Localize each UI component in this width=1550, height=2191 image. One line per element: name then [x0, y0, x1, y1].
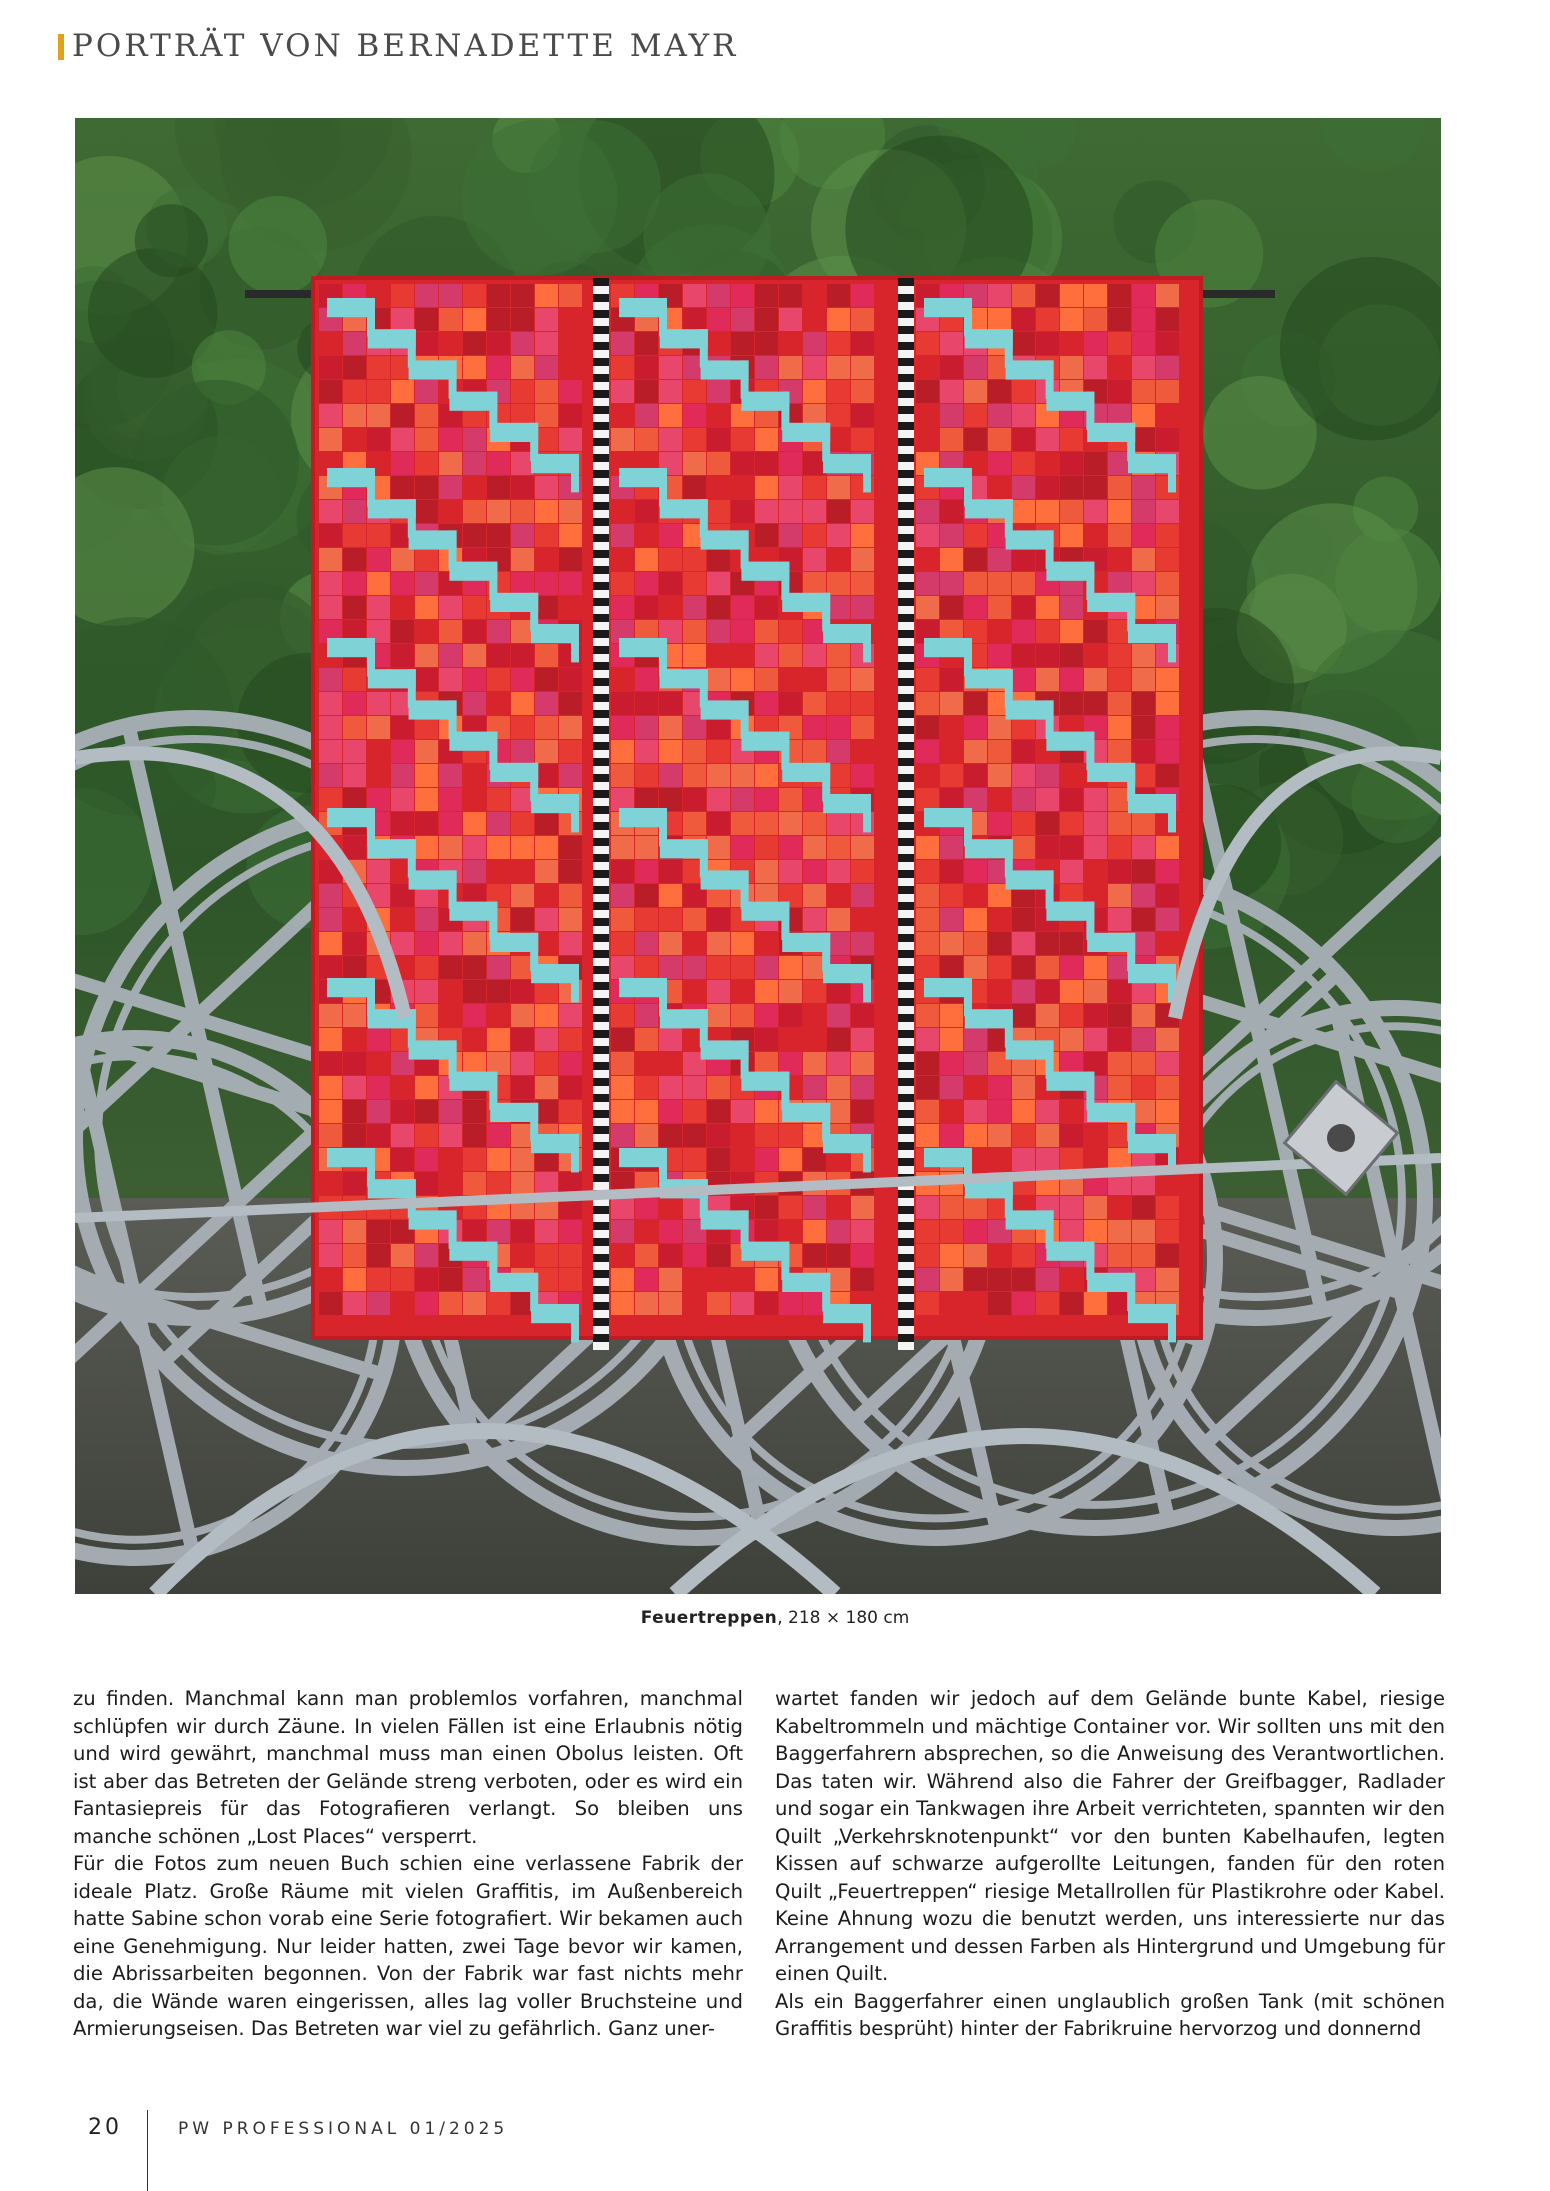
article-column-right: [775, 1685, 1445, 2043]
photo-caption: [0, 1608, 1550, 1628]
paragraph: Als ein Baggerfahrer einen unglaublich großen Tank (mit schönen Graffitis besprüht) hinter der Fabrikruine hervorzog und donnernd: [775, 1989, 1445, 2040]
article-column-left: [73, 1685, 743, 2043]
paragraph: Für die Fotos zum neuen Buch schien eine verlassene Fabrik der ideale Platz. Große Räume mit vielen Graffitis, im Außenbereich hatte Sabine schon vorab eine Serie fotografiert. Wir bekamen auch eine Genehmigung. Nur leider hatten, zwei Tage bevor wir kamen, die Abrissarbeiten begonnen. Von der Fabrik war fast nichts mehr da, die Wände waren eingerissen, alles lag voller Bruchsteine und Armierungseisen. Das Betreten war viel zu gefährlich. Ganz uner-: [73, 1852, 743, 2040]
header-accent-bar: [58, 34, 64, 60]
caption-title: Feuertreppen: [640, 1608, 778, 1628]
page-header-title: PORTRÄT VON BERNADETTE MAYR: [72, 28, 739, 64]
caption-dimensions: , 218 × 180 cm: [777, 1608, 910, 1628]
paragraph: zu finden. Manchmal kann man problemlos vorfahren, manchmal schlüpfen wir durch Zäune. In vielen Fällen ist eine Erlaubnis nötig und wird gewährt, manchmal muss man einen Obolus leisten. Oft ist aber das Betreten der Gelände streng verboten, oder es wird ein Fantasiepreis für das Fotografieren verlangt. So bleiben uns manche schönen „Lost Places“ versperrt.: [73, 1687, 743, 1848]
quilt-photo: [75, 118, 1441, 1594]
page-number: 20: [88, 2115, 122, 2140]
magazine-issue: PW PROFESSIONAL 01/2025: [178, 2119, 509, 2139]
footer-divider: [147, 2110, 148, 2191]
paragraph: wartet fanden wir jedoch auf dem Gelände bunte Kabel, riesige Kabeltrommeln und mächtige Container vor. Wir sollten uns mit den Baggerfahrern absprechen, so die Anweisung des Verantwortlichen. Das taten wir. Während also die Fahrer der Greifbagger, Radlader und sogar ein Tankwagen ihre Arbeit verrichteten, spannten wir den Quilt „Verkehrsknotenpunkt“ vor den bunten Kabelhaufen, legten Kissen auf schwarze aufgerollte Leitungen, fanden für den roten Quilt „Feuertreppen“ riesige Metallrollen für Plastikrohre oder Kabel. Keine Ahnung wozu die benutzt werden, uns interessierte nur das Arrangement und dessen Farben als Hintergrund und Umgebung für einen Quilt.: [775, 1687, 1446, 1985]
